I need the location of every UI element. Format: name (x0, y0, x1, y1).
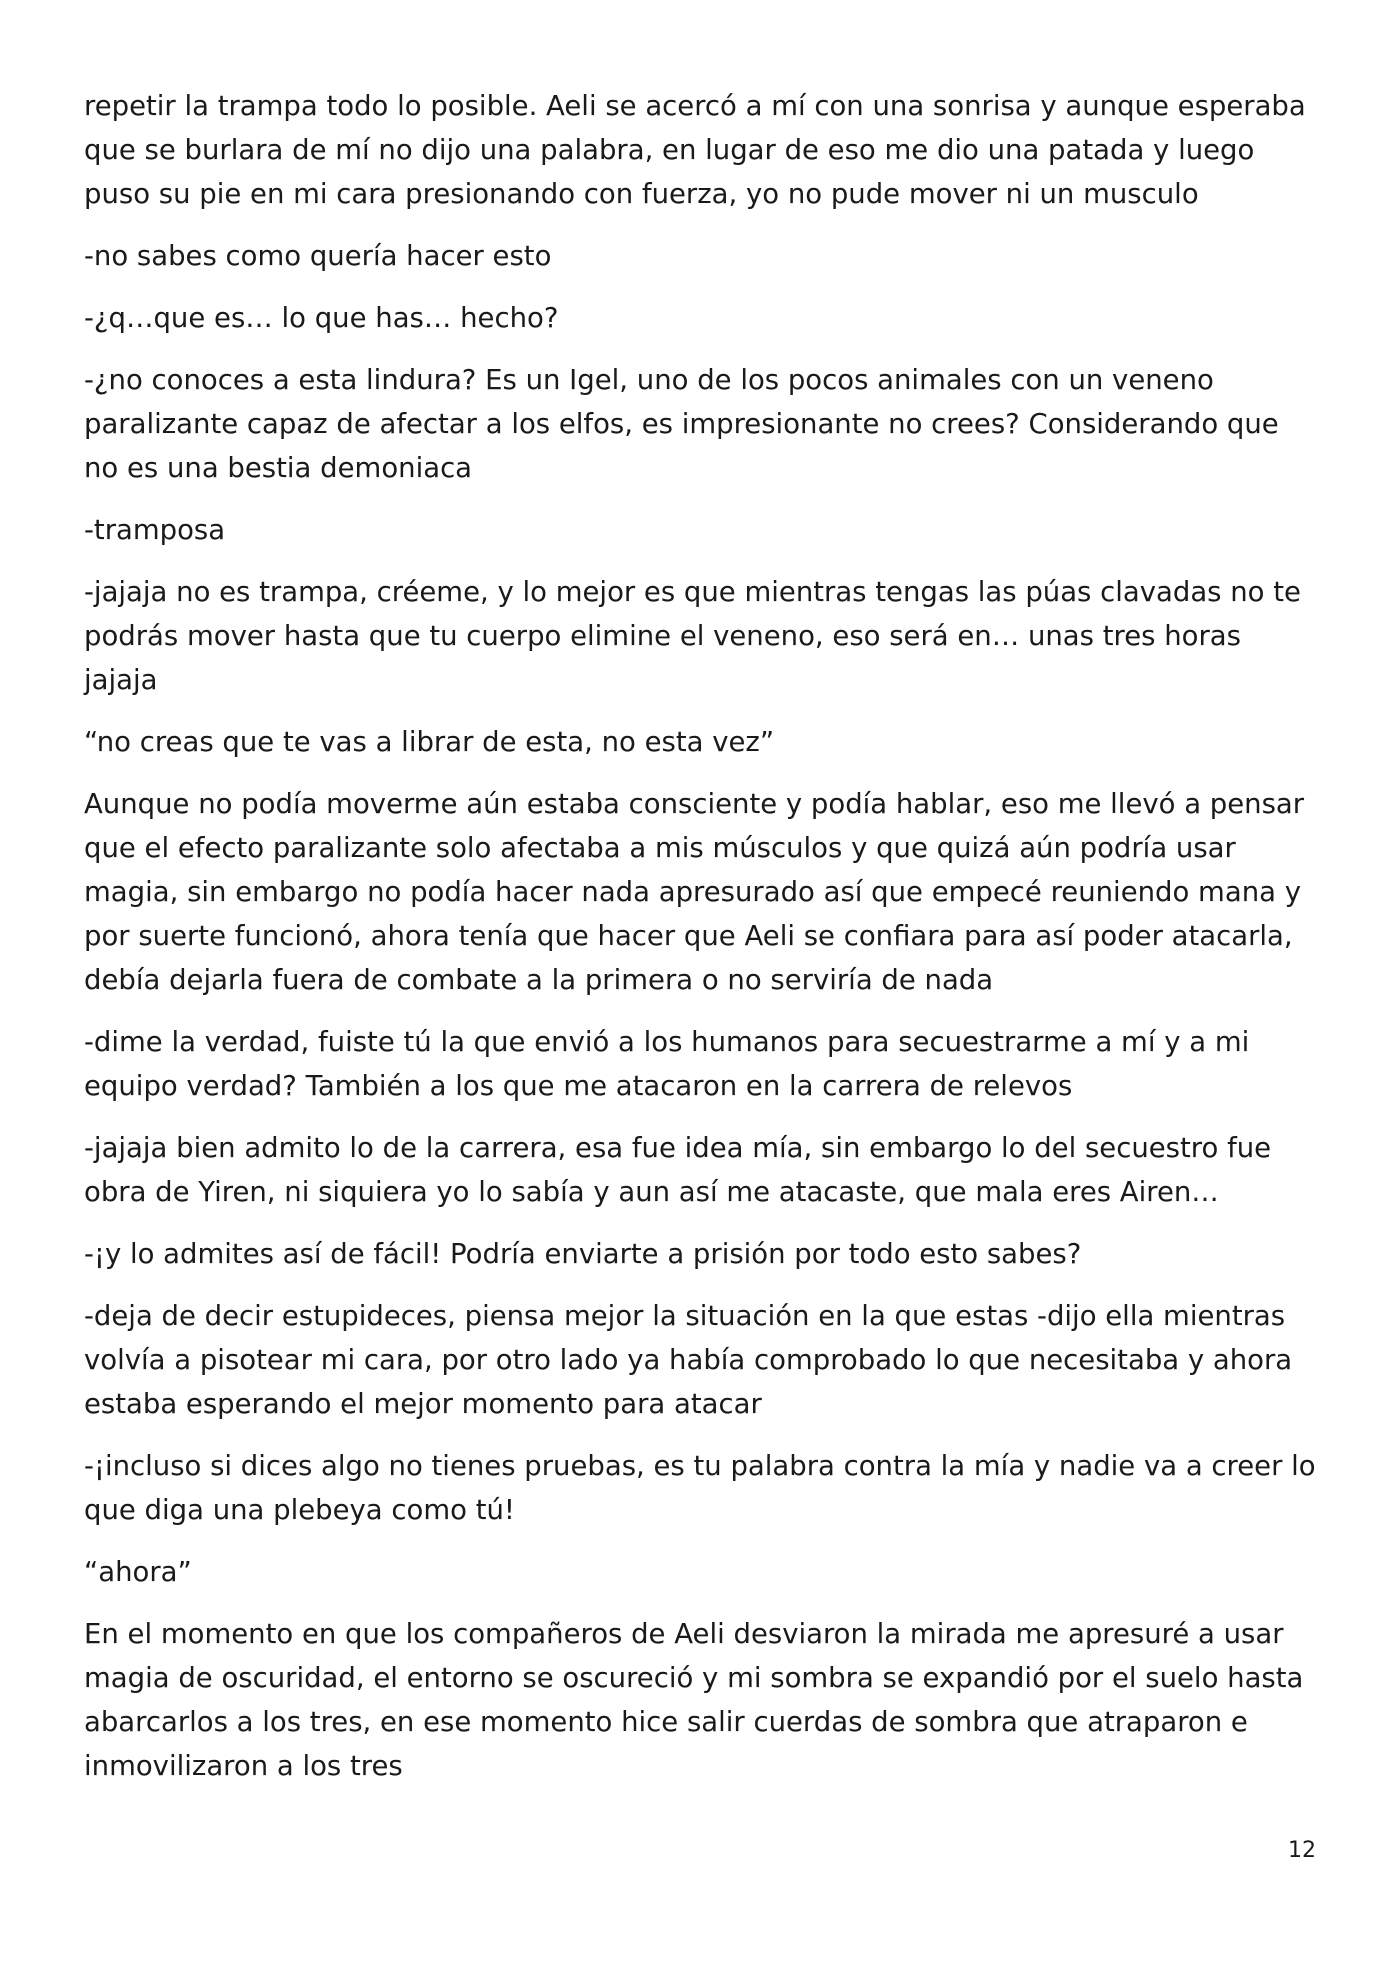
paragraph: -jajaja no es trampa, créeme, y lo mejor es que mientras tengas las púas clavadas no te podrás mover hasta que tu cuerpo elimine el veneno, eso será en… unas tres horas jajaja (84, 576, 1301, 696)
paragraph: -no sabes como quería hacer esto (84, 240, 552, 272)
paragraph: -¡y lo admites así de fácil! Podría enviarte a prisión por todo esto sabes? (84, 1238, 1082, 1270)
paragraph: -dime la verdad, fuiste tú la que envió a los humanos para secuestrarme a mí y a mi equipo verdad? También a los que me atacaron en la carrera de relevos (84, 1026, 1250, 1102)
paragraph: repetir la trampa todo lo posible. Aeli se acercó a mí con una sonrisa y aunque esperaba que se burlara de mí no dijo una palabra, en lugar de eso me dio una patada y luego puso su pie en mi cara presionando con fuerza, yo no pude mover ni un musculo (84, 90, 1306, 210)
paragraph: En el momento en que los compañeros de Aeli desviaron la mirada me apresuré a usar magia de oscuridad, el entorno se oscureció y mi sombra se expandió por el suelo hasta abarcarlos a los tres, en ese momento hice salir cuerdas de sombra que atraparon e inmovilizaron a los tres (84, 1618, 1304, 1782)
page-number: 12 (1288, 1838, 1316, 1863)
paragraph: -¡incluso si dices algo no tienes pruebas, es tu palabra contra la mía y nadie va a creer lo que diga una plebeya como tú! (84, 1450, 1316, 1526)
paragraph: -jajaja bien admito lo de la carrera, esa fue idea mía, sin embargo lo del secuestro fue obra de Yiren, ni siquiera yo lo sabía y aun así me atacaste, que mala eres Airen… (84, 1132, 1272, 1208)
paragraph: Aunque no podía moverme aún estaba consciente y podía hablar, eso me llevó a pensar que el efecto paralizante solo afectaba a mis músculos y que quizá aún podría usar magia, sin embargo no podía hacer nada apresurado así que empecé reuniendo mana y por suerte funcionó, ahora tenía que hacer que Aeli se confiara para así poder atacarla, debía dejarla fuera de combate a la primera o no serviría de nada (84, 788, 1305, 996)
paragraph: -¿q…que es… lo que has… hecho? (84, 302, 559, 334)
paragraph: -deja de decir estupideces, piensa mejor la situación en la que estas -dijo ella mientras volvía a pisotear mi cara, por otro lado ya había comprobado lo que necesitaba y ahora estaba esperando el mejor momento para atacar (84, 1300, 1293, 1420)
paragraph: “no creas que te vas a librar de esta, no esta vez” (84, 726, 775, 758)
paragraph: -¿no conoces a esta lindura? Es un Igel, uno de los pocos animales con un veneno paralizante capaz de afectar a los elfos, es impresionante no crees? Considerando que no es una bestia demoniaca (84, 364, 1279, 484)
paragraph: “ahora” (84, 1556, 192, 1588)
body-text (84, 84, 1320, 1806)
paragraph: -tramposa (84, 514, 226, 546)
